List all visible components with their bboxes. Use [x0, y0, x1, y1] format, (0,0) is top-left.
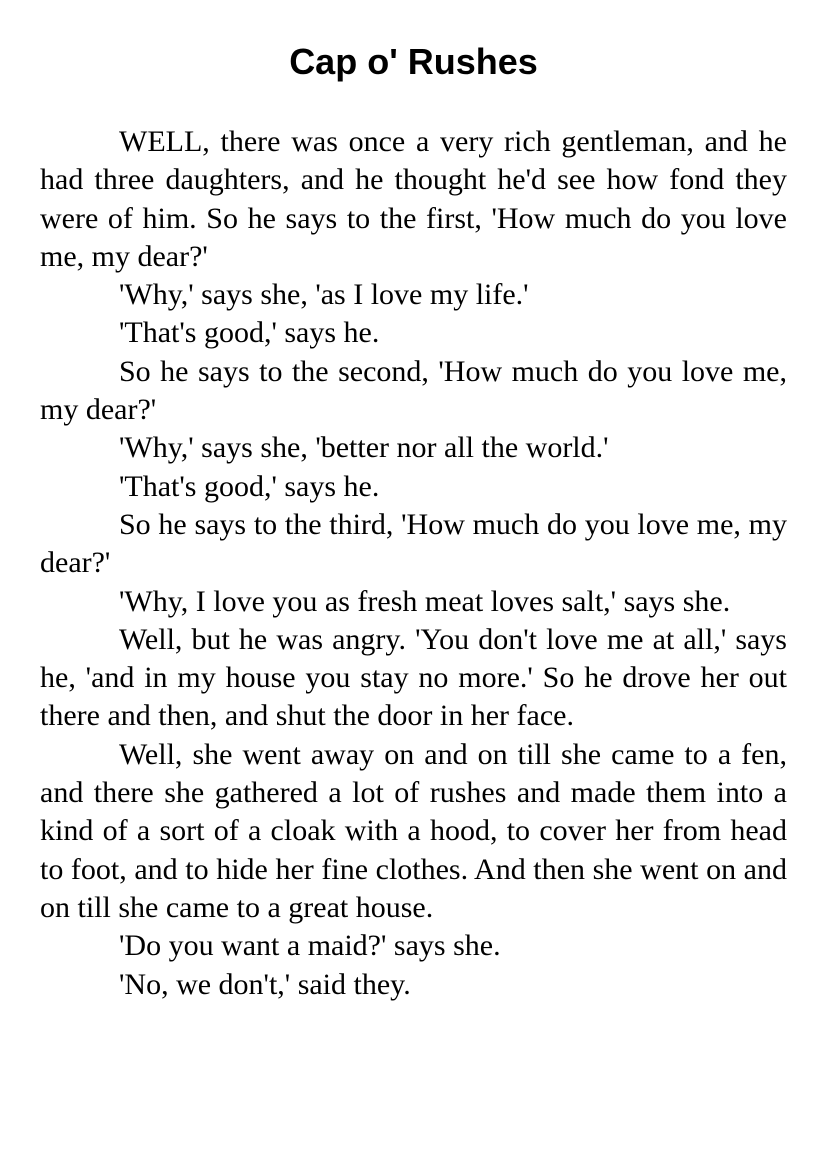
paragraph: 'That's good,' says he. — [119, 469, 380, 503]
paragraph: 'No, we don't,' said they. — [119, 967, 411, 1001]
paragraph: 'Why, I love you as fresh meat loves salt,' says she. — [119, 584, 731, 618]
paragraph: Well, she went away on and on till she came to a fen, and there she gathered a lot of rushes and made them into a kind of a sort of a cloak with a hood, to cover her from head to foot, and to hide her fine clothes. And then she went on and on till she came to a great house. — [40, 737, 787, 924]
page-title: Cap o' Rushes — [289, 41, 538, 82]
paragraph: 'Why,' says she, 'better nor all the world.' — [119, 431, 609, 465]
paragraph: So he says to the third, 'How much do you love me, my dear?' — [40, 507, 787, 580]
paragraph: WELL, there was once a very rich gentleman, and he had three daughters, and he thought he'd see how fond they were of him. So he says to the first, 'How much do you love me, my dear?' — [40, 125, 787, 273]
paragraph: 'That's good,' says he. — [119, 316, 380, 350]
paragraph: So he says to the second, 'How much do you love me, my dear?' — [40, 354, 787, 427]
paragraph: 'Why,' says she, 'as I love my life.' — [119, 278, 529, 312]
paragraph: 'Do you want a maid?' says she. — [119, 929, 501, 963]
paragraph: Well, but he was angry. 'You don't love me at all,' says he, 'and in my house you stay no more.' So he drove her out there and then, and shut the door in her face. — [40, 622, 787, 733]
story-body — [40, 123, 787, 1004]
